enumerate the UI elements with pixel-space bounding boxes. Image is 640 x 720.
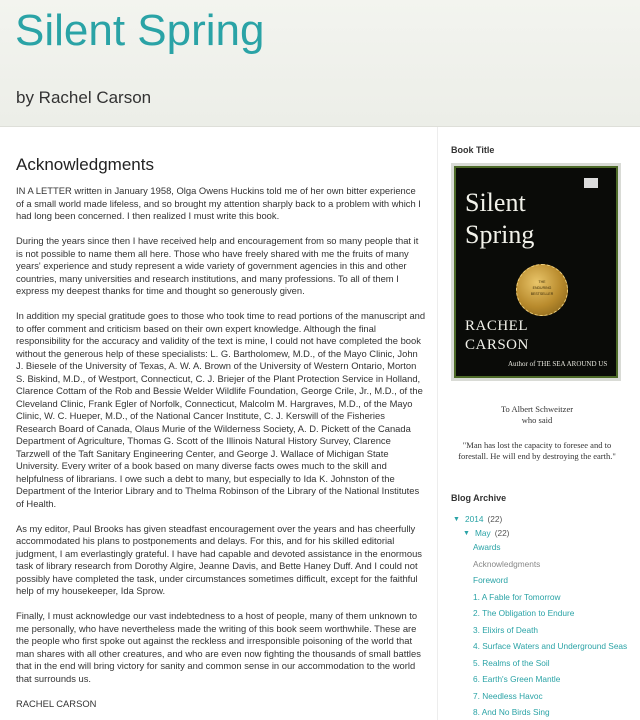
archive-post-link[interactable]: 2. The Obligation to Endure bbox=[473, 608, 575, 618]
archive-post-link[interactable]: Awards bbox=[473, 542, 501, 552]
archive-post-link[interactable]: 7. Needless Havoc bbox=[473, 690, 543, 701]
archive-post-link[interactable]: 6. Earth's Green Mantle bbox=[473, 674, 561, 684]
archive-month-link[interactable]: May bbox=[475, 528, 491, 538]
book-title-line1: Silent bbox=[465, 188, 526, 217]
blog-header bbox=[0, 0, 640, 127]
archive-post-link[interactable]: 5. Realms of the Soil bbox=[473, 657, 550, 668]
post-body bbox=[16, 185, 426, 710]
seal-text-top: THE bbox=[538, 280, 546, 284]
blog-title[interactable]: Silent Spring bbox=[15, 6, 265, 55]
post-paragraph: Finally, I must acknowledge our vast indebtedness to a host of people, many of them unknown to me personally, who have nevertheless made the writing of this book seem worthwhile. These are the people who first spoke out against the reckless and irresponsible poisoning of the world that man shares with all other creatures, and who are even now fighting the thousands of small battles that in the end will bring victory for sanity and common sense in our accommodation to the world that surrounds us. bbox=[16, 610, 421, 684]
archive-post-link[interactable]: 4. Surface Waters and Underground Seas bbox=[473, 641, 628, 651]
archive-month-count: (22) bbox=[494, 528, 510, 538]
blog-archive bbox=[451, 512, 631, 720]
book-title-line2: Spring bbox=[465, 220, 535, 249]
archive-post-link[interactable]: Foreword bbox=[473, 575, 509, 585]
book-author-last: CARSON bbox=[465, 337, 529, 353]
post-paragraph: IN A LETTER written in January 1958, Olga Owens Huckins told me of her own bitter experience of a small world made lifeless, and so brought my attention sharply back to a problem with which I had long been concerned. I then realized I must write this book. bbox=[16, 185, 421, 221]
book-cover-image bbox=[451, 163, 621, 381]
publisher-logo-icon bbox=[584, 178, 598, 188]
post bbox=[16, 155, 426, 720]
post-paragraph: As my editor, Paul Brooks has given steadfast encouragement over the years and has cheerfully accommodated his plans to postponements and delays. For this, and for his skilled editorial judgment, I am everlastingly grateful. I have had capable and devoted assistance in the enormous task of library research from Dorothy Algire, Jeanne Davis, and Bette Haney Duff. And I could not possibly have completed the task, under circumstances sometimes difficult, except for the faithful help of my housekeeper, Ida Sprow. bbox=[16, 522, 422, 596]
post-paragraph: During the years since then I have received help and encouragement from so many people that it is not possible to name them all here. Those who have freely shared with me the fruits of many years' experience and study represent a wide variety of government agencies in this and other countries, many universities and research institutions, and many professions. To all of them I express my deepest thanks for time and thought so generously given. bbox=[16, 235, 419, 296]
archive-widget-title: Blog Archive bbox=[451, 493, 507, 503]
dedication-who-said: who said bbox=[521, 415, 553, 425]
archive-month-row bbox=[463, 526, 631, 540]
archive-posts-list bbox=[473, 540, 631, 720]
seal-text-bottom: BESTSELLER bbox=[530, 292, 554, 296]
archive-year-row bbox=[453, 512, 631, 526]
post-signature: RACHEL CARSON bbox=[16, 697, 97, 709]
archive-year-count: (22) bbox=[487, 514, 503, 524]
dedication-name: To Albert Schweitzer bbox=[500, 404, 574, 414]
column-divider bbox=[437, 127, 438, 720]
book-subtitle: Author of THE SEA AROUND US bbox=[508, 360, 608, 368]
bestseller-seal-icon bbox=[516, 264, 568, 316]
archive-post-link[interactable]: 3. Elixirs of Death bbox=[473, 624, 539, 635]
archive-post-link[interactable]: 8. And No Birds Sing bbox=[473, 707, 550, 717]
archive-post-link-current[interactable]: Acknowledgments bbox=[473, 558, 541, 569]
book-author-first: RACHEL bbox=[465, 318, 528, 334]
archive-post-link[interactable]: 1. A Fable for Tomorrow bbox=[473, 591, 561, 602]
archive-year-link[interactable]: 2014 bbox=[465, 514, 484, 524]
sidebar-book-widget bbox=[451, 145, 631, 155]
seal-text-mid: ENDURING bbox=[532, 286, 552, 290]
post-paragraph: In addition my special gratitude goes to those who took time to read portions of the manuscript and to offer comment and criticism based on their own expert knowledge. Although the final responsibility for the accuracy and validity of the text is mine, I could not have completed the book without the generous help of these specialists: L. G. Bartholomew, M.D., of the Mayo Clinic, John J. Biesele of the University of Texas, A. W. A. Brown of the University of Western Ontario, Morton S. Biskind, M.D., of Westport, Connecticut, C. J. Briejer of the Plant Protection Service in Holland, Clarence Cottam of the Rob and Bessie Welder Wildlife Foundation, George Crile, Jr., M.D., of the Cleveland Clinic, Frank Egler of Norfolk, Connecticut, Malcolm M. Hargraves, M.D., of the Mayo Clinic, W. C. Hueper, M.D., of the National Cancer Institute, C. J. Kerswill of the Fisheries Research Board of Canada, Olaus Murie of the Wilderness Society, A. D. Pickett of the Canada Department of Agriculture, Thomas G. Scott of the Illinois Natural History Survey, Clarence Tarzwell of the Taft Sanitary Engineering Center, and George J. Wallace of Michigan State University. Every writer of a book based on many diverse facts owes much to the skill and helpfulness of librarians. I owe such a debt to many, but especially to Ida K. Johnston of the Department of the Interior Library and to Thelma Robinson of the Library of the National Institutes of Health. bbox=[16, 310, 426, 509]
dedication bbox=[451, 404, 623, 462]
dedication-to bbox=[451, 404, 623, 426]
dedication-quote: "Man has lost the capacity to foresee and to forestall. He will end by destroying the earth." bbox=[458, 440, 616, 461]
blog-description: by Rachel Carson bbox=[16, 88, 152, 107]
post-title: Acknowledgments bbox=[16, 155, 154, 174]
book-widget-title: Book Title bbox=[451, 145, 495, 155]
expand-toggle-icon[interactable]: ▼ bbox=[463, 529, 470, 537]
book-cover bbox=[454, 166, 618, 378]
expand-toggle-icon[interactable]: ▼ bbox=[453, 515, 460, 523]
